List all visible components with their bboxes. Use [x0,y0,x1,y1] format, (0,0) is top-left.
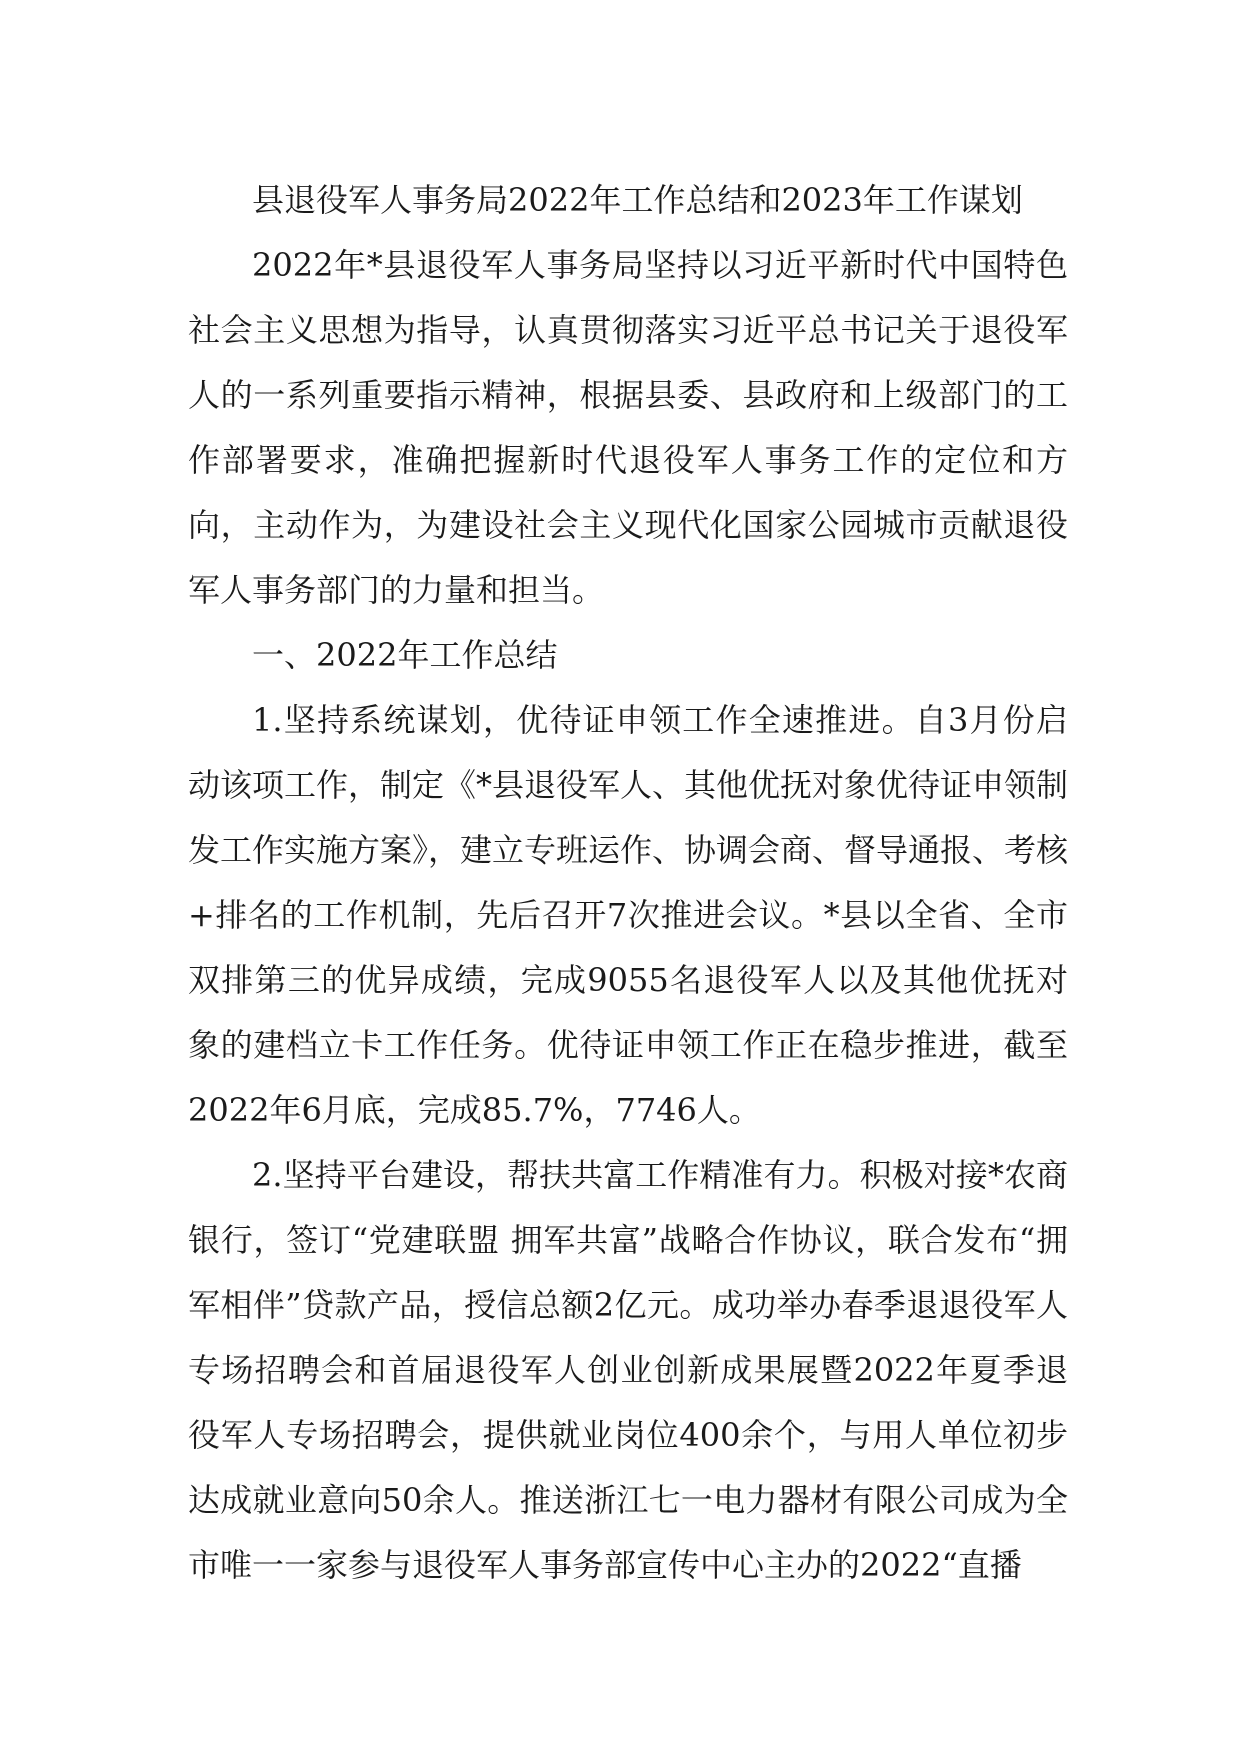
intro-paragraph: 2022年*县退役军人事务局坚持以习近平新时代中国特色社会主义思想为指导，认真贯彻落实习近平总书记关于退役军人的一系列重要指示精神，根据县委、县政府和上级部门的工作部署要求，准确把握新时代退役军人事务工作的定位和方向，主动作为，为建设社会主义现代化国家公园城市贡献退役军人事务部门的力量和担当。 [188,246,1068,609]
summary-item-1: 1.坚持系统谋划，优待证申领工作全速推进。自3月份启动该项工作，制定《*县退役军人、其他优抚对象优待证申领制发工作实施方案》，建立专班运作、协调会商、督导通报、考核+排名的工作机制，先后召开7次推进会议。*县以全省、全市双排第三的优异成绩，完成9055名退役军人以及其他优抚对象的建档立卡工作任务。优待证申领工作正在稳步推进，截至2022年6月底，完成85.7%，7746人。 [188,701,1069,1129]
document-body [188,168,1068,1598]
summary-item-2: 2.坚持平台建设，帮扶共富工作精准有力。积极对接*农商银行，签订“党建联盟 拥军共富”战略合作协议，联合发布“拥军相伴”贷款产品，授信总额2亿元。成功举办春季退退役军人专场招聘会和首届退役军人创业创新成果展暨2022年夏季退役军人专场招聘会，提供就业岗位400余个，与用人单位初步达成就业意向50余人。推送浙江七一电力器材有限公司成为全市唯一一家参与退役军人事务部宣传中心主办的2022“直播 [188,1156,1068,1584]
section-heading-2022-summary: 一、2022年工作总结 [252,636,558,674]
document-title: 县退役军人事务局2022年工作总结和2023年工作谋划 [252,181,1023,219]
